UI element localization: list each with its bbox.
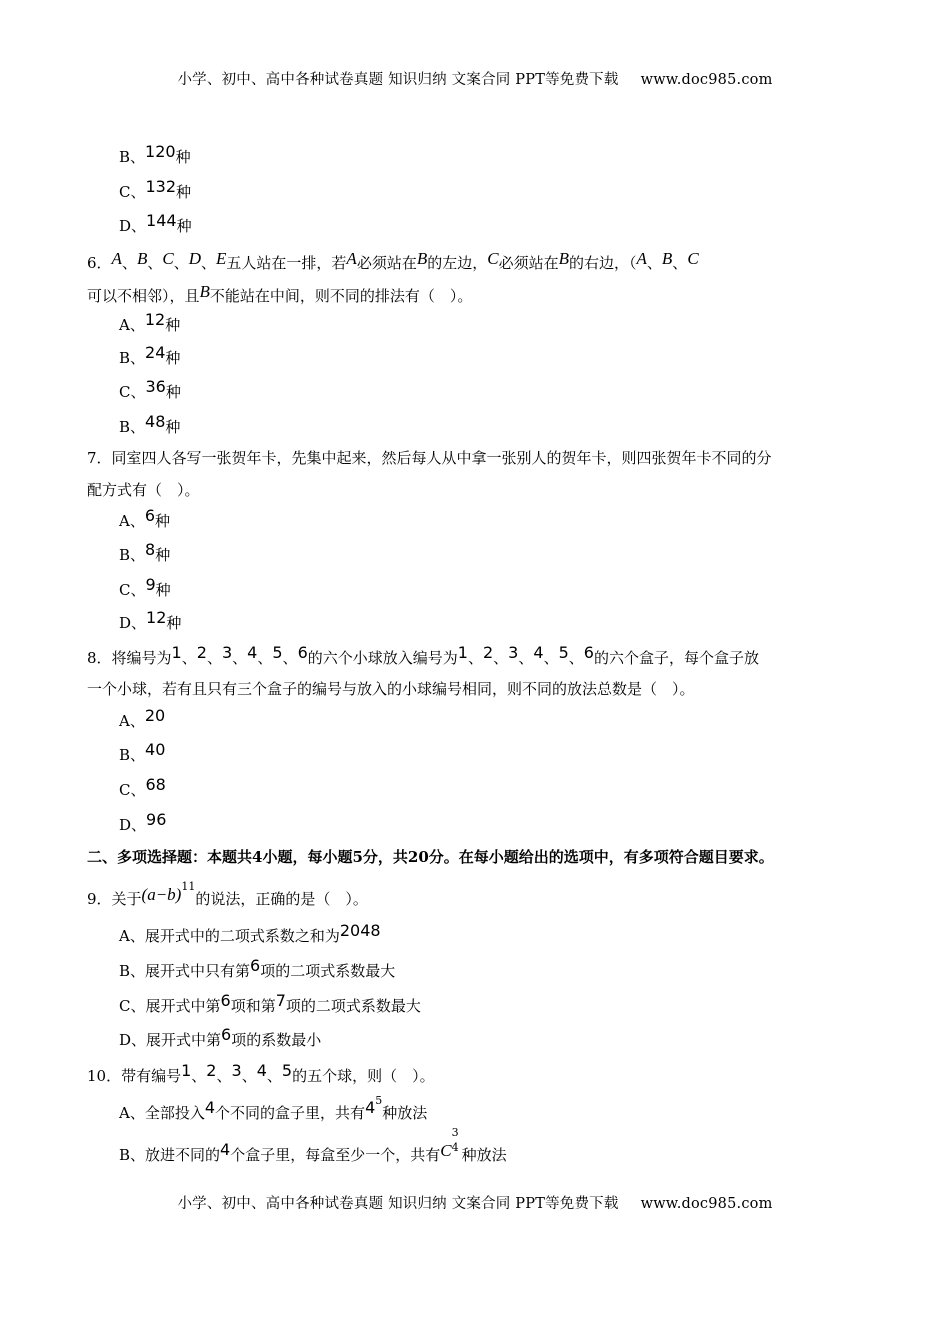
q9-option-c[interactable]: C、展开式中第6项和第7项的二项式系数最大 xyxy=(119,991,421,1015)
q6-option-a[interactable]: A、12种 xyxy=(119,310,181,334)
header-text: 小学、初中、高中各种试卷真题 知识归纳 文案合同 PPT等免费下载 xyxy=(177,72,619,88)
q8-option-a[interactable]: A、20 xyxy=(119,706,166,730)
q7-stem-line1: 7．同室四人各写一张贺年卡，先集中起来，然后每人从中拿一张别人的贺年卡，则四张贺年卡不同的分 xyxy=(87,449,772,467)
q8-option-c[interactable]: C、68 xyxy=(119,775,166,799)
q9-option-b[interactable]: B、展开式中只有第6项的二项式系数最大 xyxy=(119,956,396,980)
q6-option-d[interactable]: B、48种 xyxy=(119,412,181,436)
q9-option-a[interactable]: A、展开式中的二项式系数之和为2048 xyxy=(119,921,381,945)
q7-option-d[interactable]: D、12种 xyxy=(119,608,182,632)
header-url[interactable]: www.doc985.com xyxy=(640,72,773,88)
q6-option-b[interactable]: B、24种 xyxy=(119,343,181,367)
q8-option-d[interactable]: D、96 xyxy=(119,810,167,834)
q7-option-a[interactable]: A、6种 xyxy=(119,506,171,530)
q5-option-d[interactable]: D、144种 xyxy=(119,211,192,235)
q10-stem: 10．带有编号1、2、3、4、5的五个球，则（ ）。 xyxy=(87,1061,435,1085)
footer-url[interactable]: www.doc985.com xyxy=(640,1196,773,1212)
q7-option-c[interactable]: C、9种 xyxy=(119,575,171,599)
q10-option-b[interactable]: B、放进不同的4个盒子里，每盒至少一个，共有C 3 4 种放法 xyxy=(119,1126,507,1164)
q7-option-b[interactable]: B、8种 xyxy=(119,540,171,564)
q8-stem-line1: 8．将编号为1、2、3、4、5、6的六个小球放入编号为1、2、3、4、5、6的六个盒子，每个盒子放 xyxy=(87,643,759,667)
q9-stem: 9．关于$(a-b)^{11}$的说法，正确的是（ ）。 xyxy=(87,880,368,908)
q9-option-d[interactable]: D、展开式中第6项的系数最小 xyxy=(119,1025,322,1049)
page-header xyxy=(0,68,950,89)
q6-stem-line2: 可以不相邻），且B不能站在中间，则不同的排法有（ ）。 xyxy=(87,282,473,305)
page-footer xyxy=(0,1192,950,1213)
q6-stem-line1: 6．A、B、C、D、E五人站在一排，若A必须站在B的左边，C必须站在B的右边，（A、B、C xyxy=(87,249,699,272)
section-2-heading: 二、多项选择题：本题共4小题，每小题5分，共20分。在每小题给出的选项中，有多项符合题目要求。 xyxy=(87,848,774,866)
q5-option-c[interactable]: C、132种 xyxy=(119,177,192,201)
q7-stem-line2: 配方式有（ ）。 xyxy=(87,481,200,499)
q6-option-c[interactable]: C、36种 xyxy=(119,377,181,401)
q8-stem-line2: 一个小球，若有且只有三个盒子的编号与放入的小球编号相同，则不同的放法总数是（ ）。 xyxy=(87,680,695,698)
q5-option-b[interactable]: B、120种 xyxy=(119,142,191,166)
q10-option-a[interactable]: A、全部投入4个不同的盒子里，共有$4^5$种放法 xyxy=(119,1094,428,1122)
footer-text: 小学、初中、高中各种试卷真题 知识归纳 文案合同 PPT等免费下载 xyxy=(177,1196,619,1212)
q8-option-b[interactable]: B、40 xyxy=(119,740,166,764)
